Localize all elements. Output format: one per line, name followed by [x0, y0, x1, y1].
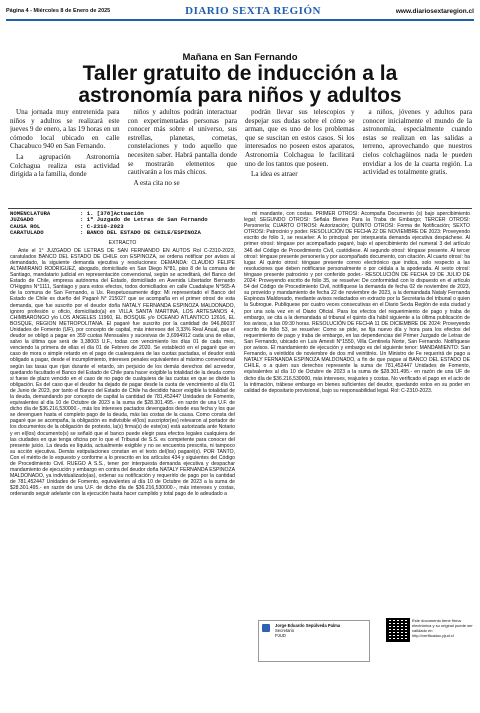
article-column-1: [10, 108, 120, 206]
paragraph: La idea es atraer: [251, 170, 298, 179]
electronic-signature-box: [258, 620, 370, 662]
case-key: JUZGADO: [10, 216, 34, 224]
signer-org: PJUD: [275, 633, 286, 638]
page-header: [6, 4, 474, 18]
signer-role: Secretario: [275, 628, 295, 633]
article-kicker: Mañana en San Fernando: [182, 52, 298, 63]
legal-notice-left: [10, 211, 235, 709]
website-link[interactable]: www.diariosextaregion.cl: [395, 7, 474, 15]
paragraph: podrán llevar sus telescopios y despejar sus dudas sobre el cómo se arman, que es uno de los problemas que se suscitan en estos casos. Si los interesados no poseen estos aparatos, Astronomía Colchagua le facilitará uno de los tantos que poseen.: [245, 108, 355, 168]
paragraph: La agrupación Astronomía Colchagua realiza esta actividad dirigida a la familia, donde: [10, 152, 120, 179]
case-value: : BANCO DEL ESTADO DE CHILE/ESPINOZA: [80, 229, 201, 237]
case-value: : 1. [378]Actuación: [80, 211, 144, 217]
article-column-2: [128, 108, 238, 206]
paragraph: niños y adultos podrán interactuar con experimentadas personas para conocer más sobre el universo, sus estrellas, planetas, cometas, constelaciones y todo aquello que necesiten saber. Habrá pantalla donde se mostrarán elementos que cautivarán a los más chicos.: [127, 108, 237, 177]
case-key: NOMENCLATURA: [10, 211, 51, 217]
case-value: : 1º Juzgado de Letras de San Fernando: [80, 216, 208, 224]
section-divider: [8, 208, 472, 209]
case-key: CAUSA ROL: [10, 222, 41, 230]
paragraph: a niños, jóvenes y adultos para conocer inicialmente el mundo de la astronomía, especialmente cuando estas se realizan en las salidas a terreno, aprovechando que nuestros cielos colchagüinos nada le pueden envidiar a los de la cuarta región. La actividad es totalmente gratis.: [362, 108, 472, 177]
header-rule: [6, 19, 474, 21]
page-date: Página 4 - Miércoles 8 de Enero de 2025: [6, 8, 111, 14]
article-headline: Taller gratuito de inducción a la astronomía para niños y adultos: [78, 62, 402, 107]
verification-text: Este documento tiene firma electrónica y su original puede ser validado en http://verificadoc.pjud.cl: [412, 618, 473, 638]
case-value: : C-2310-2023: [80, 222, 124, 230]
notice-body-right: mi mandante, con costas. PRIMER OTROSI: Acompaña Documento (s) bajo apercibimiento legal; SEGUNDO OTROSI: Señala Bienes Para la Traba de Embargo; TERCER OTROSI: Personería; CUARTO OTROSI: Autorización; QUINTO OTROSI: Forma de Notificación; SEXTO OTROSI: Patrocinio y poder. RESOLUCIÓN DE FECHA 22 DE NOVIEMBRE DE 2023: Proveyendo escrito de folio 1, se resuelve: A lo principal: por interpuesta demanda ejecutiva despáchese. Al primer otrosí: téngase por acompañado pagaré, bajo el apercibimiento del numeral 3 del artículo 346 del Código de Procedimiento Civil, custódiese. Al segundo otrosí: téngase presente. Al tercer otrosí: téngase presente personería y por acompañado documento, con citación. Al cuarto otrosí: ha lugar. Al quinto otrosí: téngase presente correo electrónico que indica, solo respecto a las resoluciones que deben notificarse personalmente o por cédula a la apoderada. Al sexto otrosí: téngase presente patrocinio y por conferido poder.- RESOLUCIÓN DE FECHA 19 DE JULIO DE 2024: Proveyendo escrito de folio 35, se resuelve: De conformidad con lo dispuesto en el artículo 54 del Código de Procedimiento Civil, notifíquese la demanda de fecha 02 de noviembre de 2023, su proveído y mandamiento de fecha 22 de noviembre de 2023, a la demandada Nataly Fernanda Espinoza Maldonado, mediante avisos redactados en extracto por la Secretaria del tribunal o quien la Subrogue. Publíquese por cuatro veces consecutivas en el Diario Sexta Región de esta ciudad y por una sola vez en el Diario Oficial. Para los efectos del requerimiento de pago y traba de embargo, se cita a la demandada al tribunal el quinto día hábil siguiente a la última publicación de los avisos, a las 09:30 horas. RESOLUCIÓN DE FECHA 11 DE DICIEMBRE DE 2024: Proveyendo escrito de folio 53, se resuelve: Como se pide, se fija nuevo día y hora para los efectos del requerimiento de pago y traba de embargo, en las dependencias del Primer Juzgado de Letras de San Fernando, ubicado en Luis Amesti N°1550, Villa Centinela Norte, San Fernando. Notifíquese por avisos. El mandamiento de ejecución y embargo es del siguiente tenor: MANDAMIENTO: San Fernando, a veintidós de noviembre de dos mil veintitrés. Un Ministro de Fe requerirá de pago a NATALY FERNANDA ESPINOZA MALDONADO, a fin de que pague al BANCO DEL ESTADO DE CHILE, o a quien sus derechos represente la suma de 781,452447 Unidades de Fomento, equivalentes al día 10 de Octubre de 2023 a la suma de $28.301.495.- en razón de una UF de dicho día de $36.216,530000, más intereses, reajustes y costas. No verificado el pago en el acto de la intimación, trábese embargo en bienes suficientes del deudor, quedando estos en su poder en calidad de depositario provisional, bajo su responsabilidad legal. Rol: C-2310-2023.: [244, 211, 470, 394]
qr-code-icon: [386, 618, 410, 642]
notice-title: EXTRACTO: [108, 239, 137, 246]
signer-name: Jorge Eduardo Sepúlveda Palma: [275, 623, 341, 628]
case-info: [10, 211, 235, 237]
article-body: [10, 108, 472, 206]
newspaper-name: DIARIO SEXTA REGIÓN: [185, 5, 321, 17]
article-column-3: [245, 108, 355, 206]
notice-body-left: Ante el 1° JUZGADO DE LETRAS DE SAN FERNANDO EN AUTOS Rol C-2310-2023, caratulados BANCO DEL ESTADO DE CHILE con ESPINOZA, se ordena notificar por avisos al demandado, la siguiente demanda ejecutiva y resoluciones: DEMANDA: CLAUDIO FELIPE ALTAMIRANO RODRIGUEZ, abogado, domiciliado en San Diego N°81, piso 8 de la comuna de Santiago, mandatario judicial en representación convencional, según se acreditará, del Banco del Estado de Chile, empresa autónoma del Estado, domiciliado en Avenida Libertador Bernardo O'Higgins N°1111, Santiago y para estos efectos, todos domiciliados en calle Cuadalupe N°565-A de la comuna de San Fernando, a Us. Respetuosamente digo: Mi representado el Banco del Estado de Chile es dueño del Pagaré N° 215027 que se acompaña en el primer otrosí de esta demanda, que fue suscrito por el deudor doña NATALY FERNANDA ESPINOZA MALDONADO, ignoro profesión u oficio, domiciliado(a) en VILLA SANTA MARTINA, LOS ARTESANOS 4, CHIMBARONGO y/o LOS ANGELES 11960, EL BOSQUE y/o OCEANO ATLANTICO 12616, EL BOSQUE, REGION METROPOLITANA. El pagaré fue suscrito por la cantidad de 946,86037 Unidades de Fomento (UF), por concepto de capital, más intereses del 3,33% Real Anual, que el deudor se obligó a pagar en 359 cuotas Mensuales y sucesivas de 3,6994912 cada una de ellas, salvo la última que será de 3,38003 U.F., todas con vencimiento los días 01 de cada mes, venciendo la primera de ellas el día 01 de Febrero de 2020. Se estableció en el pagaré que en caso de mora o simple retardo en el pago de cualesquiera de las cuotas pactadas, el deudor está obligado a pagar, desde el incumplimiento, intereses penales equivalentes al máximo convencional según las tasas que rijan durante el retardo, sin perjuicio de los demás derechos del acreedor, quedando facultado el Banco del Estado de Chile para hacer exigible la totalidad de la deuda como si fuese de plazo vencido en el caso de no pago de cualquiera de las cuotas en que se divide la obligación. Es del caso que el deudor ha dejado de pagar desde la cuota de vencimiento al día 01 de Junio de 2023, por tanto el Banco del Estado de Chile ha decidido hacer exigible la totalidad de la deuda, demandando por concepto de capital la cantidad de 781,45244? Unidades de Fomento, equivalentes al día 10 de Octubre de 2023 a la suma de $28.301.495.- en razón de una U.F. de dicho día de $36.216,530000.-, más los intereses pactados devengados desde esa fecha y los que se devenguen hasta el completo pago de la deuda, más las costas de la causa. Como consta del pagaré que se acompaña, la obligación es indivisible el(los) suscriptor(es) relevaron al portador de los documentos de la obligación de protesto, la(s) firma(s) de este(os) está autorizada ante Notario y en el(los) documento(s) se señaló que el banco puede elegir para efectos legales cualquiera de las ciudades en que tenga oficina por lo que el Tribunal de S.S. es competente para conocer del presente juicio. La deuda es líquida, actualmente exigible y no se encuentra prescrita, ni tampoco su acción ejecutiva. Demás estipulaciones constan en el texto del(los) pagaré(s). POR TANTO, Con el mérito de lo expuesto y conforme a lo prescrito en los artículos 434 y siguientes del Código de Procedimiento Civil. RUEGO A S.S., tener por interpuesta demanda ejecutiva y despachar mandamiento de ejecución y embargo en contra del deudor doña NATALY FERNANDA ESPINOZA MALDONADO, ya individualizado(as), ordenar su notificación y requerirlo de pago por la cantidad de 781,452447 Unidades de Fomento, equivalentes al día 10 de Octubre de 2023 a la suma de $28.301.495.- en razón de una U.F. de dicho día de $36.216,530000.-, más intereses y costas, ordenando seguir adelante con la ejecución hasta hacer cumplido y total pago de lo adeudado a: [10, 247, 235, 498]
paragraph: Una jornada muy entretenida para niños y adultos se realizará este jueves 9 de enero, a las 19 horas en un cómodo local ubicado en calle Chacabuco 940 en San Fernando.: [10, 108, 120, 151]
article-column-4: [363, 108, 473, 206]
case-key: CARATULADO: [10, 229, 44, 237]
signature-icon: [262, 624, 270, 632]
paragraph: A esta cita no se: [133, 178, 180, 187]
